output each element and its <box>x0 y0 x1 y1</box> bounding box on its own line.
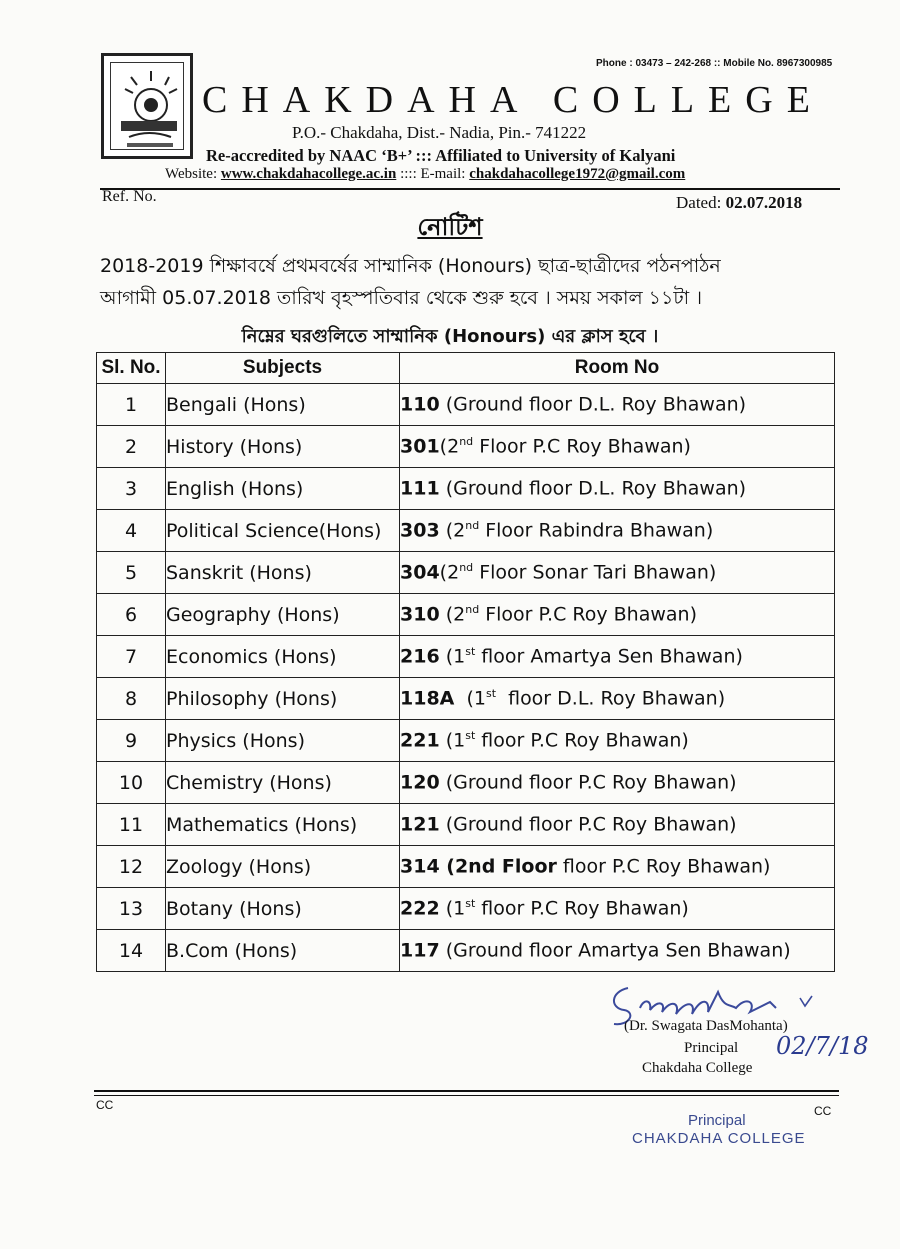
subject-cell: Physics (Hons) <box>166 720 400 762</box>
subject-cell: Geography (Hons) <box>166 594 400 636</box>
room-cell <box>400 468 835 510</box>
table-row <box>97 468 835 510</box>
subject-cell: History (Hons) <box>166 426 400 468</box>
subject-cell: Zoology (Hons) <box>166 846 400 888</box>
room-location: Floor Sonar Tari Bhawan) <box>473 561 717 584</box>
room-location-prefix: (2 <box>439 435 460 458</box>
sl-no-cell: 11 <box>97 804 166 846</box>
signatory-title: Principal <box>684 1040 739 1056</box>
table-row <box>97 720 835 762</box>
table-row <box>97 510 835 552</box>
room-location-prefix: floor P.C Roy Bhawan) <box>556 855 771 878</box>
footer-divider-thick <box>94 1090 839 1092</box>
room-cell <box>400 510 835 552</box>
table-row <box>97 678 835 720</box>
header-divider <box>100 188 840 190</box>
notice-title-text: নোটিশ <box>417 213 483 241</box>
room-number: 120 <box>400 771 440 794</box>
room-location-prefix: (Ground floor P.C Roy Bhawan) <box>439 771 737 794</box>
subject-cell: Bengali (Hons) <box>166 384 400 426</box>
room-number: 314 (2nd Floor <box>400 855 557 878</box>
room-number: 304 <box>400 561 440 584</box>
stamp-title: Principal <box>688 1112 746 1129</box>
room-location-prefix: (2 <box>439 603 466 626</box>
room-location: Floor P.C Roy Bhawan) <box>479 603 697 626</box>
room-location-prefix: (1 <box>439 645 466 668</box>
room-location: Floor Rabindra Bhawan) <box>479 519 714 542</box>
room-cell <box>400 930 835 972</box>
college-address: P.O.- Chakdaha, Dist.- Nadia, Pin.- 741222 <box>292 123 587 142</box>
room-cell <box>400 720 835 762</box>
room-number: 110 <box>400 393 440 416</box>
ref-no-label: Ref. No. <box>102 188 157 205</box>
room-cell <box>400 678 835 720</box>
room-number: 310 <box>400 603 440 626</box>
notice-line-3: নিম্নের ঘরগুলিতে সাম্মানিক (Honours) এর ক্লাস হবে । <box>241 326 659 347</box>
room-cell <box>400 636 835 678</box>
dated-label: Dated: <box>676 193 726 212</box>
sl-no-cell: 2 <box>97 426 166 468</box>
room-number: 221 <box>400 729 440 752</box>
room-cell <box>400 426 835 468</box>
header-sl-no: Sl. No. <box>97 353 166 384</box>
table-row <box>97 846 835 888</box>
sl-no-cell: 1 <box>97 384 166 426</box>
room-number: 121 <box>400 813 440 836</box>
signatory-college: Chakdaha College <box>642 1060 753 1076</box>
room-location: floor P.C Roy Bhawan) <box>475 729 689 752</box>
sl-no-cell: 4 <box>97 510 166 552</box>
table-row <box>97 888 835 930</box>
room-location-prefix: (Ground floor D.L. Roy Bhawan) <box>439 393 747 416</box>
room-location: floor Amartya Sen Bhawan) <box>475 645 743 668</box>
sl-no-cell: 12 <box>97 846 166 888</box>
room-allocation-table <box>96 352 835 972</box>
ordinal-suffix: nd <box>465 603 480 617</box>
subject-cell: Mathematics (Hons) <box>166 804 400 846</box>
handwritten-date: 02/7/18 <box>776 1032 869 1060</box>
room-number: 216 <box>400 645 440 668</box>
college-logo <box>101 53 193 159</box>
table-row <box>97 930 835 972</box>
sl-no-cell: 5 <box>97 552 166 594</box>
sl-no-cell: 9 <box>97 720 166 762</box>
accreditation-line: Re-accredited by NAAC ‘B+’ ::: Affiliated to University of Kalyani <box>206 146 676 165</box>
room-cell <box>400 804 835 846</box>
table-row <box>97 552 835 594</box>
table-row <box>97 636 835 678</box>
room-location-prefix: (Ground floor Amartya Sen Bhawan) <box>439 939 791 962</box>
notice-line-1: 2018-2019 শিক্ষাবর্ষে প্রথমবর্ষের সাম্মানিক (Honours) ছাত্র-ছাত্রীদের পঠনপাঠন <box>100 255 721 277</box>
room-cell <box>400 888 835 930</box>
email-label: E-mail: <box>420 166 470 182</box>
room-number: 111 <box>400 477 440 500</box>
room-number: 303 <box>400 519 440 542</box>
ordinal-suffix: st <box>485 687 497 701</box>
contact-line <box>165 166 685 183</box>
table-row <box>97 762 835 804</box>
notice-line-2: আগামী 05.07.2018 তারিখ বৃহস্পতিবার থেকে শুরু হবে । সময় সকাল ১১টা । <box>100 287 703 309</box>
subject-cell: English (Hons) <box>166 468 400 510</box>
table-row <box>97 426 835 468</box>
phone-line: Phone : 03473 – 242-268 :: Mobile No. 8967300985 <box>596 58 833 69</box>
room-location-prefix: (1 <box>454 687 486 710</box>
sl-no-cell: 6 <box>97 594 166 636</box>
room-number: 117 <box>400 939 440 962</box>
ordinal-suffix: nd <box>459 561 474 575</box>
subject-cell: Economics (Hons) <box>166 636 400 678</box>
room-location-prefix: (1 <box>439 729 466 752</box>
sl-no-cell: 3 <box>97 468 166 510</box>
subject-cell: Chemistry (Hons) <box>166 762 400 804</box>
subject-cell: Botany (Hons) <box>166 888 400 930</box>
header-room-no: Room No <box>400 353 835 384</box>
room-location-prefix: (2 <box>439 519 466 542</box>
subject-cell: B.Com (Hons) <box>166 930 400 972</box>
footer-divider-thin <box>94 1095 839 1096</box>
subject-cell: Philosophy (Hons) <box>166 678 400 720</box>
ordinal-suffix: nd <box>465 519 480 533</box>
college-emblem-icon <box>111 63 189 155</box>
room-location-prefix: (1 <box>439 897 466 920</box>
subject-cell: Sanskrit (Hons) <box>166 552 400 594</box>
room-number: 222 <box>400 897 440 920</box>
stamp-college: CHAKDAHA COLLEGE <box>632 1130 806 1147</box>
ordinal-suffix: st <box>465 645 476 659</box>
website-label: Website: <box>165 166 221 182</box>
table-row <box>97 804 835 846</box>
ordinal-suffix: st <box>465 729 476 743</box>
cc-right: CC <box>814 1104 832 1118</box>
room-cell <box>400 846 835 888</box>
room-location: floor D.L. Roy Bhawan) <box>496 687 726 710</box>
contact-separator: :::: <box>396 166 421 182</box>
header-subjects: Subjects <box>166 353 400 384</box>
room-number: 118A <box>400 687 455 710</box>
sl-no-cell: 7 <box>97 636 166 678</box>
ordinal-suffix: nd <box>459 435 474 449</box>
cc-left: CC <box>96 1098 114 1112</box>
room-cell <box>400 384 835 426</box>
table-header-row <box>97 353 835 384</box>
room-location: floor P.C Roy Bhawan) <box>475 897 689 920</box>
college-name: CHAKDAHA COLLEGE <box>202 79 824 121</box>
email-link[interactable]: chakdahacollege1972@gmail.com <box>469 166 686 182</box>
notice-title <box>0 209 900 249</box>
dated-value: 02.07.2018 <box>725 193 803 212</box>
room-location-prefix: (2 <box>439 561 460 584</box>
sl-no-cell: 8 <box>97 678 166 720</box>
sl-no-cell: 14 <box>97 930 166 972</box>
subject-cell: Political Science(Hons) <box>166 510 400 552</box>
website-link[interactable]: www.chakdahacollege.ac.in <box>220 166 397 182</box>
sl-no-cell: 10 <box>97 762 166 804</box>
room-location-prefix: (Ground floor D.L. Roy Bhawan) <box>439 477 747 500</box>
ordinal-suffix: st <box>465 897 476 911</box>
room-cell <box>400 594 835 636</box>
room-location-prefix: (Ground floor P.C Roy Bhawan) <box>439 813 737 836</box>
sl-no-cell: 13 <box>97 888 166 930</box>
table-row <box>97 384 835 426</box>
table-row <box>97 594 835 636</box>
room-cell <box>400 762 835 804</box>
room-location: Floor P.C Roy Bhawan) <box>473 435 691 458</box>
room-cell <box>400 552 835 594</box>
signatory-name: (Dr. Swagata DasMohanta) <box>624 1018 788 1034</box>
room-number: 301 <box>400 435 440 458</box>
